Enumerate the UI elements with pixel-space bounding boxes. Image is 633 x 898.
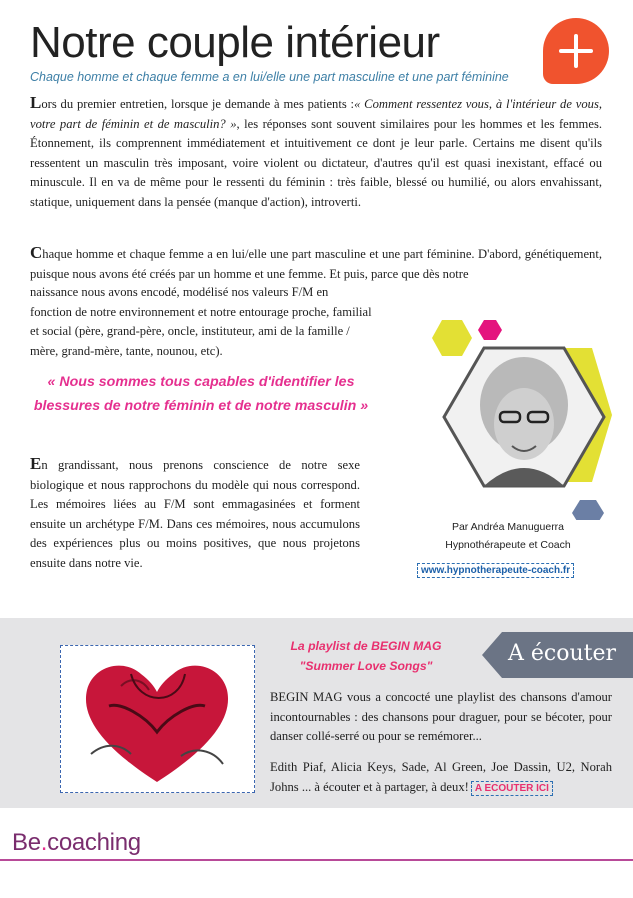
- heart-image-frame: [60, 645, 255, 793]
- hexagon-slate: [572, 500, 604, 520]
- playlist-title-line: "Summer Love Songs": [299, 659, 433, 673]
- article-subtitle: Chaque homme et chaque femme a en lui/elle une part masculine et une part féminine: [30, 70, 509, 84]
- dropcap: L: [30, 93, 42, 112]
- brand-dot: .: [40, 829, 48, 856]
- playlist-artists: [270, 758, 612, 798]
- playlist-description: BEGIN MAG vous a concocté une playlist des chansons d'amour incontournables : des chansons pour draguer, pour se bécoter, pour danser collé-serré ou pour se remémorer...: [270, 690, 612, 744]
- author-byline: Par Andréa Manuguerra: [451, 521, 565, 533]
- author-role: Hypnothérapeute et Coach: [445, 539, 571, 551]
- paragraph-text: n grandissant, nous prenons conscience de notre sexe biologique et nous rapprochons du modèle qui nous correspond. Les mémoires liées au F/M sont emmagasinées et forment ensuite un archétype F/M. Dans ces mémoires, nous accumulons des expériences plus ou moins positives, que nous projetons ensuite dans notre vie.: [30, 458, 360, 570]
- author-website-link[interactable]: www.hypnotherapeute-coach.fr: [417, 563, 574, 578]
- paragraph-text: ors du premier entretien, lorsque je demande à mes patients :: [41, 97, 355, 111]
- listen-link[interactable]: A ECOUTER ICI: [471, 781, 553, 796]
- a-ecouter-label: A écouter: [508, 641, 617, 666]
- article-title: Notre couple intérieur: [30, 18, 440, 67]
- inline-quote: « Comment ressentez vous, à l'intérieur de vous, votre part de féminin et de masculin? »: [30, 97, 602, 131]
- paragraph-text: haque homme et chaque femme a en lui/elle une part masculine et une part féminine. D'abord, génétiquement, puisque nous avons été créés par un homme et une femme. Et puis, parce que dès notre: [30, 247, 602, 281]
- playlist-title: [280, 636, 452, 676]
- pull-quote: « Nous sommes tous capables d'identifier les blessures de notre féminin et de notre masculin »: [33, 374, 369, 414]
- heart-illustration: [61, 646, 254, 792]
- author-portrait-graphic: [420, 300, 620, 520]
- footer-rule: [0, 859, 633, 861]
- dropcap: E: [30, 454, 42, 473]
- body-paragraph: [30, 243, 602, 284]
- hexagon-pink: [478, 320, 502, 340]
- playlist-title-line: La playlist de BEGIN MAG: [290, 639, 442, 653]
- brand-text: Be: [12, 829, 41, 856]
- plus-icon[interactable]: [543, 18, 609, 84]
- author-info: [408, 518, 608, 554]
- paragraph-text: , les réponses sont souvent similaires pour les hommes et les femmes. Étonnement, ils comprennent immédiatement et intuitivement ce dont je leur parle. Certains me disent qu'ils ressentent un masculin très imposant, voire violent ou dictateur, d'autres qu'il est quasi inexistant, effacé ou minuscule. Il en va de même pour le ressenti du féminin : très faible, blessé ou humilié, ou alors envahissant, statique, uniquement dans la pensée (manque d'action), introverti.: [30, 116, 602, 209]
- intro-paragraph: [30, 93, 602, 213]
- hexagon-yellow-small: [432, 320, 472, 356]
- body-paragraph: [30, 454, 360, 574]
- artists-text: Edith Piaf, Alicia Keys, Sade, Al Green, Joe Dassin, U2, Norah Johns ... à écouter et à partager, à deux!: [270, 760, 612, 794]
- brand-text: coaching: [47, 829, 141, 856]
- body-paragraph-continued: naissance nous avons encodé, modélisé nos valeurs F/M en fonction de notre environnement et notre entourage proche, familial et social (père, grand-père, oncle, instituteur, ami de la famille / mère, grand-mère, tante, nounou, etc).: [30, 285, 372, 358]
- brand-logo: [12, 829, 141, 857]
- dropcap: C: [30, 243, 43, 262]
